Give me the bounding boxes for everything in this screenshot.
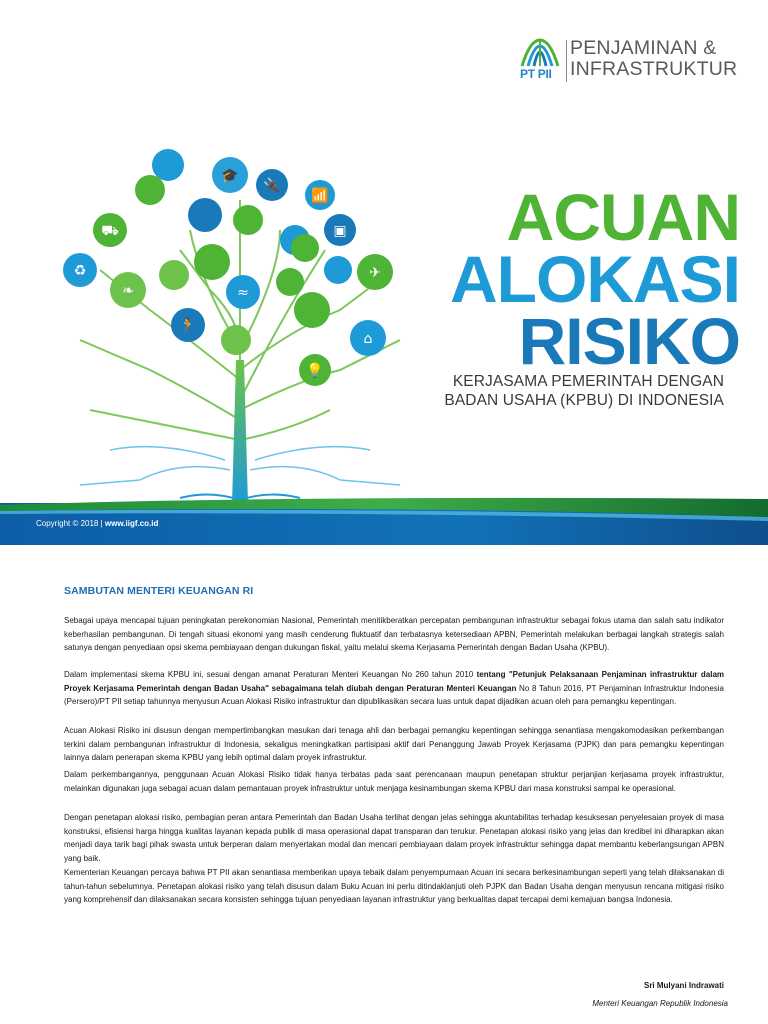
letter-paragraph: Dengan penetapan alokasi risiko, pembagian peran antara Pemerintah dan Badan Usaha terlihat dengan jelas sehingga akuntabilitas terhadap kesuksesan penyelesaian proyek di masa konstruksi, efisiensi harga hingga kualitas layanan kepada publik di masa operasional dapat transparan dan terukur. Penetapan alokasi risiko yang jelas dan kredibel ini diharapkan akan menjadi daya tarik bagi pihak swasta untuk berperan dalam menyertakan modal dan mencari pembiayaan dalam proyek infrastruktur sehingga dapat membantu keberlangsungan APBN yang baik. (64, 813, 724, 863)
svg-text:♻: ♻ (73, 263, 87, 279)
logo-divider (566, 40, 567, 82)
logo-name (570, 38, 737, 80)
logo-arch-icon (518, 38, 562, 84)
cover-title (430, 180, 740, 378)
copyright-label: Copyright © 2018 | (36, 519, 103, 528)
subtitle-line-1: KERJASAMA PEMERINTAH DENGAN (452, 373, 724, 390)
svg-text:⌂: ⌂ (363, 331, 373, 347)
letter-paragraph (64, 668, 724, 709)
svg-text:≈: ≈ (237, 285, 249, 301)
svg-text:✈: ✈ (369, 265, 381, 281)
infrastructure-tree-illustration (40, 140, 430, 510)
paragraph-emphasis: tentang "Petunjuk Pelaksanaan Penjaminan infrastruktur dalam Proyek Kerjasama Pemerintah dengan Badan Usaha" sebagaimana telah diubah dengan Peraturan Menteri Keuangan (64, 670, 725, 693)
svg-text:💡: 💡 (306, 363, 324, 379)
title-line-3: RISIKO (518, 304, 740, 378)
subtitle-line-2: BADAN USAHA (KPBU) DI INDONESIA (444, 392, 724, 409)
website-link[interactable]: www.iigf.co.id (104, 519, 159, 528)
signer-name: Sri Mulyani Indrawati (643, 981, 724, 990)
title-line-1: ACUAN (506, 180, 740, 254)
paragraph-text: No 8 Tahun 2016, PT Penjaminan Infrastruktur Indonesia (Persero)/PT PII setiap tahunnya menyusun Acuan Alokasi Risiko infrastruktur dan dipublikasikan secara luas untuk dapat dijadikan acuan oleh para pemangku kepentingan. (64, 683, 725, 706)
svg-text:🎓: 🎓 (221, 168, 239, 184)
logo-name-line1: PENJAMINAN & (570, 37, 717, 59)
svg-text:🏃: 🏃 (179, 318, 197, 334)
cover-subtitle (440, 372, 724, 410)
title-line-2: ALOKASI (450, 242, 740, 316)
letter-paragraph: Dalam perkembangannya, penggunaan Acuan Alokasi Risiko tidak hanya terbatas pada saat perencanaan maupun penetapan struktur perjanjian kerjasama proyek infrastruktur, melainkan digunakan juga sebagai acuan dalam pemantauan proyek infrastruktur untuk menjaga kesinambungan skema KPBU dari masa konstruksi sampai ke operasional. (64, 770, 724, 793)
signer-role: Menteri Keuangan Republik Indonesia (592, 999, 728, 1008)
copyright-text (36, 519, 158, 528)
logo-name-line2: INFRASTRUKTUR (570, 58, 738, 80)
svg-text:⛟: ⛟ (101, 223, 119, 239)
svg-text:▣: ▣ (333, 223, 347, 239)
logo-abbr: PT PII (520, 67, 552, 81)
letter-heading: SAMBUTAN MENTERI KEUANGAN RI (64, 585, 254, 597)
letter-paragraph: Kementerian Keuangan percaya bahwa PT PII akan senantiasa memberikan upaya tebaik dalam penyempurnaan Acuan ini secara berkesinambungan seperti yang telah dilaksanakan di tahun-tahun sebelumnya. Penetapan alokasi risiko yang telah disusun dalam Buku Acuan ini perlu ditindaklanjuti oleh PJPK dan Badan Usaha dengan menyusun rencana mitigasi risiko yang komprehensif dan dilaksanakan secara konsisten sehingga tujuan penyediaan layanan infrastruktur yang berkualitas dapat tercapai demi kemajuan bangsa Indonesia. (64, 868, 724, 904)
paragraph-text: Dalam implementasi skema KPBU ini, sesuai dengan amanat Peraturan Menteri Keuangan No 260 tahun 2010 (64, 670, 477, 679)
svg-text:❧: ❧ (122, 283, 134, 299)
letter-paragraph: Acuan Alokasi Risiko ini disusun dengan mempertimbangkan masukan dari tenaga ahli dan berbagai pemangku kepentingan sehingga senantiasa mengakomodasikan perkembangan terkini dalam pembangunan infrastruktur di Indonesia, sekaligus meningkatkan partisipasi aktif dari Penanggung Jawab Proyek Kerjasama (PJPK) dan para pemangku kepentingan lainnya dalam penerapan skema KPBU yang lebih optimal dalam proyek infrastruktur. (64, 726, 724, 762)
letter-paragraph: Sebagai upaya mencapai tujuan peningkatan perekonomian Nasional, Pemerintah menitikberatkan percepatan pembangunan infrastruktur sebagai fokus utama dan salah satu indikator keberhasilan pembangunan. Di tengah situasi ekonomi yang masih cenderung fluktuatif dan terbatasnya ketersediaan APBN, Pemerintah melakukan berbagai langkah strategis salah satunya dengan penyediaan opsi skema pembiayaan dengan dukungan fiskal, yaitu melalui skema Kerjasama Pemerintah dengan Badan Usaha (KPBU). (64, 616, 724, 652)
svg-text:🔌: 🔌 (263, 178, 281, 194)
svg-text:📶: 📶 (311, 188, 329, 204)
company-logo (518, 38, 738, 88)
